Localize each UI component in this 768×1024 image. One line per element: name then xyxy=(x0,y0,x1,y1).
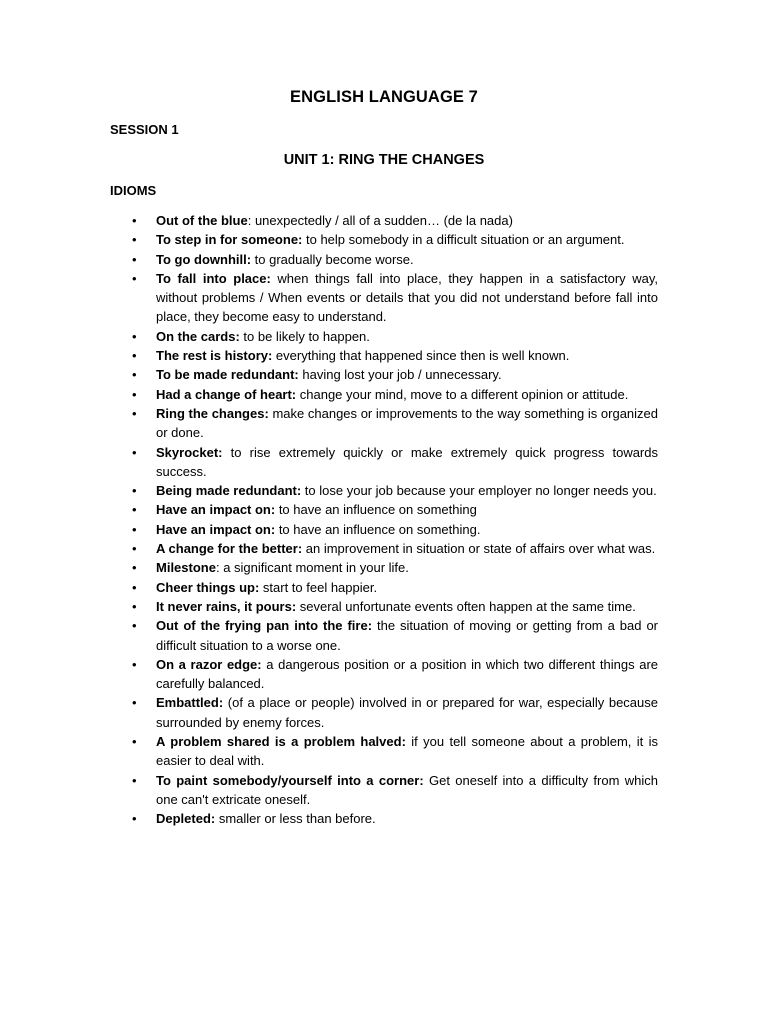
idiom-term: Have an impact on: xyxy=(156,502,276,518)
idiom-definition: to be likely to happen. xyxy=(239,328,370,344)
idiom-item xyxy=(132,693,658,732)
idiom-definition: having lost your job / unnecessary. xyxy=(298,367,502,383)
bullet-icon: • xyxy=(132,656,137,672)
idiom-definition: when things fall into place, they happen in a satisfactory way, without problems / When events or details that you did not understand before fall into place, they become easy to understand. xyxy=(156,270,658,325)
idiom-term: Have an impact on: xyxy=(156,521,276,537)
idiom-item xyxy=(132,732,659,771)
bullet-icon: • xyxy=(132,734,137,750)
idiom-term: Cheer things up: xyxy=(156,579,260,595)
bullet-icon: • xyxy=(132,598,137,614)
bullet-icon: • xyxy=(132,521,137,537)
bullet-icon: • xyxy=(132,483,137,499)
idiom-definition: to have an influence on something. xyxy=(275,521,481,537)
idiom-item xyxy=(132,346,658,365)
idiom-item xyxy=(132,211,658,230)
idiom-definition: several unfortunate events often happen at the same time. xyxy=(296,598,636,614)
idiom-definition: start to feel happier. xyxy=(259,579,378,595)
idiom-term: Embattled: xyxy=(156,695,224,711)
idiom-definition: everything that happened since then is well known. xyxy=(272,348,570,364)
bullet-icon: • xyxy=(132,348,137,364)
idiom-item xyxy=(132,655,659,694)
bullet-icon: • xyxy=(132,444,137,460)
idiom-item xyxy=(132,481,658,500)
idiom-term: A change for the better: xyxy=(156,541,303,557)
idiom-item xyxy=(132,230,658,249)
idiom-definition: : unexpectedly / all of a sudden… (de la nada) xyxy=(247,213,513,228)
idiom-term: Depleted: xyxy=(156,811,216,827)
idiom-definition: make changes or improvements to the way something is organized or done. xyxy=(156,405,658,441)
idiom-item xyxy=(132,616,658,655)
idiom-term: On the cards: xyxy=(156,328,240,344)
idiom-term: Skyrocket: xyxy=(156,444,223,460)
idiom-definition: the situation of moving or getting from a bad or difficult situation to a worse one. xyxy=(156,618,658,653)
idiom-item xyxy=(132,404,658,443)
bullet-icon: • xyxy=(132,270,137,286)
idiom-term: To fall into place: xyxy=(156,270,271,286)
bullet-icon: • xyxy=(132,772,137,788)
idiom-item xyxy=(132,558,658,577)
session-label: SESSION 1 xyxy=(110,122,179,137)
bullet-icon: • xyxy=(132,386,137,402)
idiom-item xyxy=(132,443,658,482)
unit-title: UNIT 1: RING THE CHANGES xyxy=(283,152,485,168)
idiom-definition: Get oneself into a difficulty from which one can't extricate oneself. xyxy=(156,772,658,807)
idiom-term: Ring the changes: xyxy=(156,405,269,421)
bullet-icon: • xyxy=(132,618,137,634)
idiom-definition: to help somebody in a difficult situation or an argument. xyxy=(302,232,625,248)
idiom-item xyxy=(132,771,658,810)
idiom-definition: to have an influence on something xyxy=(275,502,477,518)
bullet-icon: • xyxy=(132,367,137,383)
bullet-icon: • xyxy=(132,579,137,595)
bullet-icon: • xyxy=(132,811,137,827)
bullet-icon: • xyxy=(132,251,137,267)
idiom-item xyxy=(132,327,658,346)
idiom-definition: if you tell someone about a problem, it is easier to deal with. xyxy=(156,734,659,769)
idiom-term: To be made redundant: xyxy=(156,367,299,383)
idiom-term: Being made redundant: xyxy=(156,483,302,499)
idiom-definition: (of a place or people) involved in or prepared for war, especially because surrounded by enemy forces. xyxy=(156,695,658,730)
idiom-item xyxy=(132,520,658,539)
idiom-definition: to rise extremely quickly or make extremely quick progress towards success. xyxy=(156,444,658,479)
idiom-definition: to lose your job because your employer no longer needs you. xyxy=(301,483,657,499)
idiom-term: It never rains, it pours: xyxy=(156,598,297,614)
section-heading-idioms: IDIOMS xyxy=(110,183,157,198)
idiom-term: A problem shared is a problem halved: xyxy=(156,734,406,750)
idiom-term: Milestone xyxy=(156,560,216,576)
idiom-term: To step in for someone: xyxy=(156,232,303,248)
idiom-item xyxy=(132,500,658,519)
idiom-definition: an improvement in situation or state of affairs over what was. xyxy=(302,541,656,557)
idiom-definition: to gradually become worse. xyxy=(251,251,414,267)
idiom-definition: a dangerous position or a position in which two different things are carefully balanced. xyxy=(156,656,659,692)
idiom-term: Out of the blue xyxy=(156,213,248,228)
bullet-icon: • xyxy=(132,213,137,228)
idiom-definition: change your mind, move to a different opinion or attitude. xyxy=(296,386,629,402)
idiom-term: The rest is history: xyxy=(156,348,273,364)
idiom-item xyxy=(132,578,658,597)
bullet-icon: • xyxy=(132,541,137,557)
idiom-item xyxy=(132,809,658,828)
idiom-item xyxy=(132,365,658,384)
idiom-item xyxy=(132,539,658,558)
idiom-term: To go downhill: xyxy=(156,251,252,267)
bullet-icon: • xyxy=(132,328,137,344)
bullet-icon: • xyxy=(132,405,137,421)
bullet-icon: • xyxy=(132,502,137,518)
idiom-definition: smaller or less than before. xyxy=(215,811,376,827)
document-title: ENGLISH LANGUAGE 7 xyxy=(290,88,478,106)
bullet-icon: • xyxy=(132,232,137,248)
bullet-icon: • xyxy=(132,695,137,711)
idiom-item xyxy=(132,250,658,269)
idiom-term: To paint somebody/yourself into a corner: xyxy=(156,772,424,788)
idiom-item xyxy=(132,269,658,327)
idiom-item xyxy=(132,597,658,616)
idiom-item xyxy=(132,385,658,404)
idiom-term: Had a change of heart: xyxy=(156,386,297,402)
idiom-list xyxy=(132,211,659,829)
idiom-term: Out of the frying pan into the fire: xyxy=(156,618,373,634)
idiom-definition: : a significant moment in your life. xyxy=(215,560,409,576)
idiom-term: On a razor edge: xyxy=(156,656,262,672)
bullet-icon: • xyxy=(132,560,137,576)
